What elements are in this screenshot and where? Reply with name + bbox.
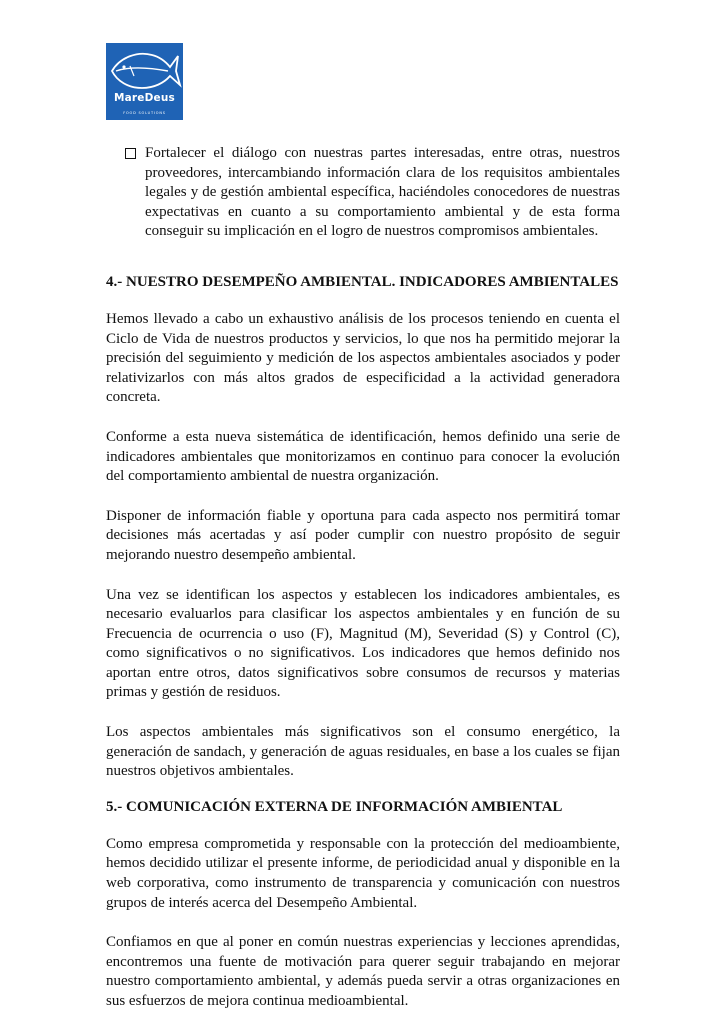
section-4-paragraph: Hemos llevado a cabo un exhaustivo análisis de los procesos teniendo en cuenta el Ciclo de Vida de nuestros productos y servicios, lo que nos ha permitido mejorar la precisión del seguimiento y medición de los aspectos ambientales asociados y poder relativizarlos con más altos grados de especificidad a la actividad generadora concreta. bbox=[106, 310, 620, 406]
section-4-paragraph: Una vez se identifican los aspectos y establecen los indicadores ambientales, es necesario evaluarlos para clasificar los aspectos ambientales y en función de su Frecuencia de ocurrencia o uso (F), Magnitud (M), Severidad (S) y Control (C), como significativos o no significativos. Los indicadores que hemos definido nos aportan entre otros, datos significativos sobre consumos de recursos y materias primas y gestión de residuos. bbox=[106, 586, 620, 701]
section-5-paragraph: Como empresa comprometida y responsable con la protección del medioambiente, hemos decidido utilizar el presente informe, de periodicidad anual y disponible en la web corporativa, como instrumento de transparencia y comunicación con nuestros grupos de interés acerca del Desempeño Ambiental. bbox=[106, 835, 620, 911]
section-4-paragraph: Conforme a esta nueva sistemática de identificación, hemos definido una serie de indicadores ambientales que monitorizamos en continuo para conocer la evolución del comportamiento ambiental de nuestra organización. bbox=[106, 428, 620, 485]
bullet-item bbox=[106, 144, 620, 242]
checkbox-bullet-icon bbox=[125, 148, 136, 159]
section-4-heading: 4.- NUESTRO DESEMPEÑO AMBIENTAL. INDICADORES AMBIENTALES bbox=[106, 273, 619, 290]
section-5-heading: 5.- COMUNICACIÓN EXTERNA DE INFORMACIÓN AMBIENTAL bbox=[106, 798, 563, 815]
document-body bbox=[106, 144, 620, 1012]
logo-name: MareDeus bbox=[114, 92, 175, 104]
section-4-paragraph: Los aspectos ambientales más significativos son el consumo energético, la generación de sandach, y generación de aguas residuales, en base a los cuales se fijan nuestros objetivos ambientales. bbox=[106, 724, 620, 780]
bullet-text: Fortalecer el diálogo con nuestras partes interesadas, entre otras, nuestros proveedores, intercambiando información clara de los requisitos ambientales legales y de gestión ambiental específica, haciéndoles conocedores de nuestras expectativas en cuanto a su comportamiento ambiental y de esta forma conseguir su implicación en el logro de nuestros compromisos ambientales. bbox=[145, 145, 620, 240]
section-4-paragraph: Disponer de información fiable y oportuna para cada aspecto nos permitirá tomar decisiones más acertadas y así poder cumplir con nuestro propósito de seguir mejorando nuestro desempeño ambiental. bbox=[106, 507, 620, 563]
logo-tagline: FOOD SOLUTIONS bbox=[123, 111, 166, 115]
fish-logo-icon bbox=[106, 43, 183, 120]
maredeus-logo bbox=[106, 43, 183, 120]
section-5-paragraph: Confiamos en que al poner en común nuestras experiencias y lecciones aprendidas, encontremos una fuente de motivación para querer seguir trabajando en mejorar nuestro comportamiento ambiental, y además pueda servir a otras organizaciones en sus esfuerzos de mejora continua medioambiental. bbox=[106, 934, 620, 1009]
